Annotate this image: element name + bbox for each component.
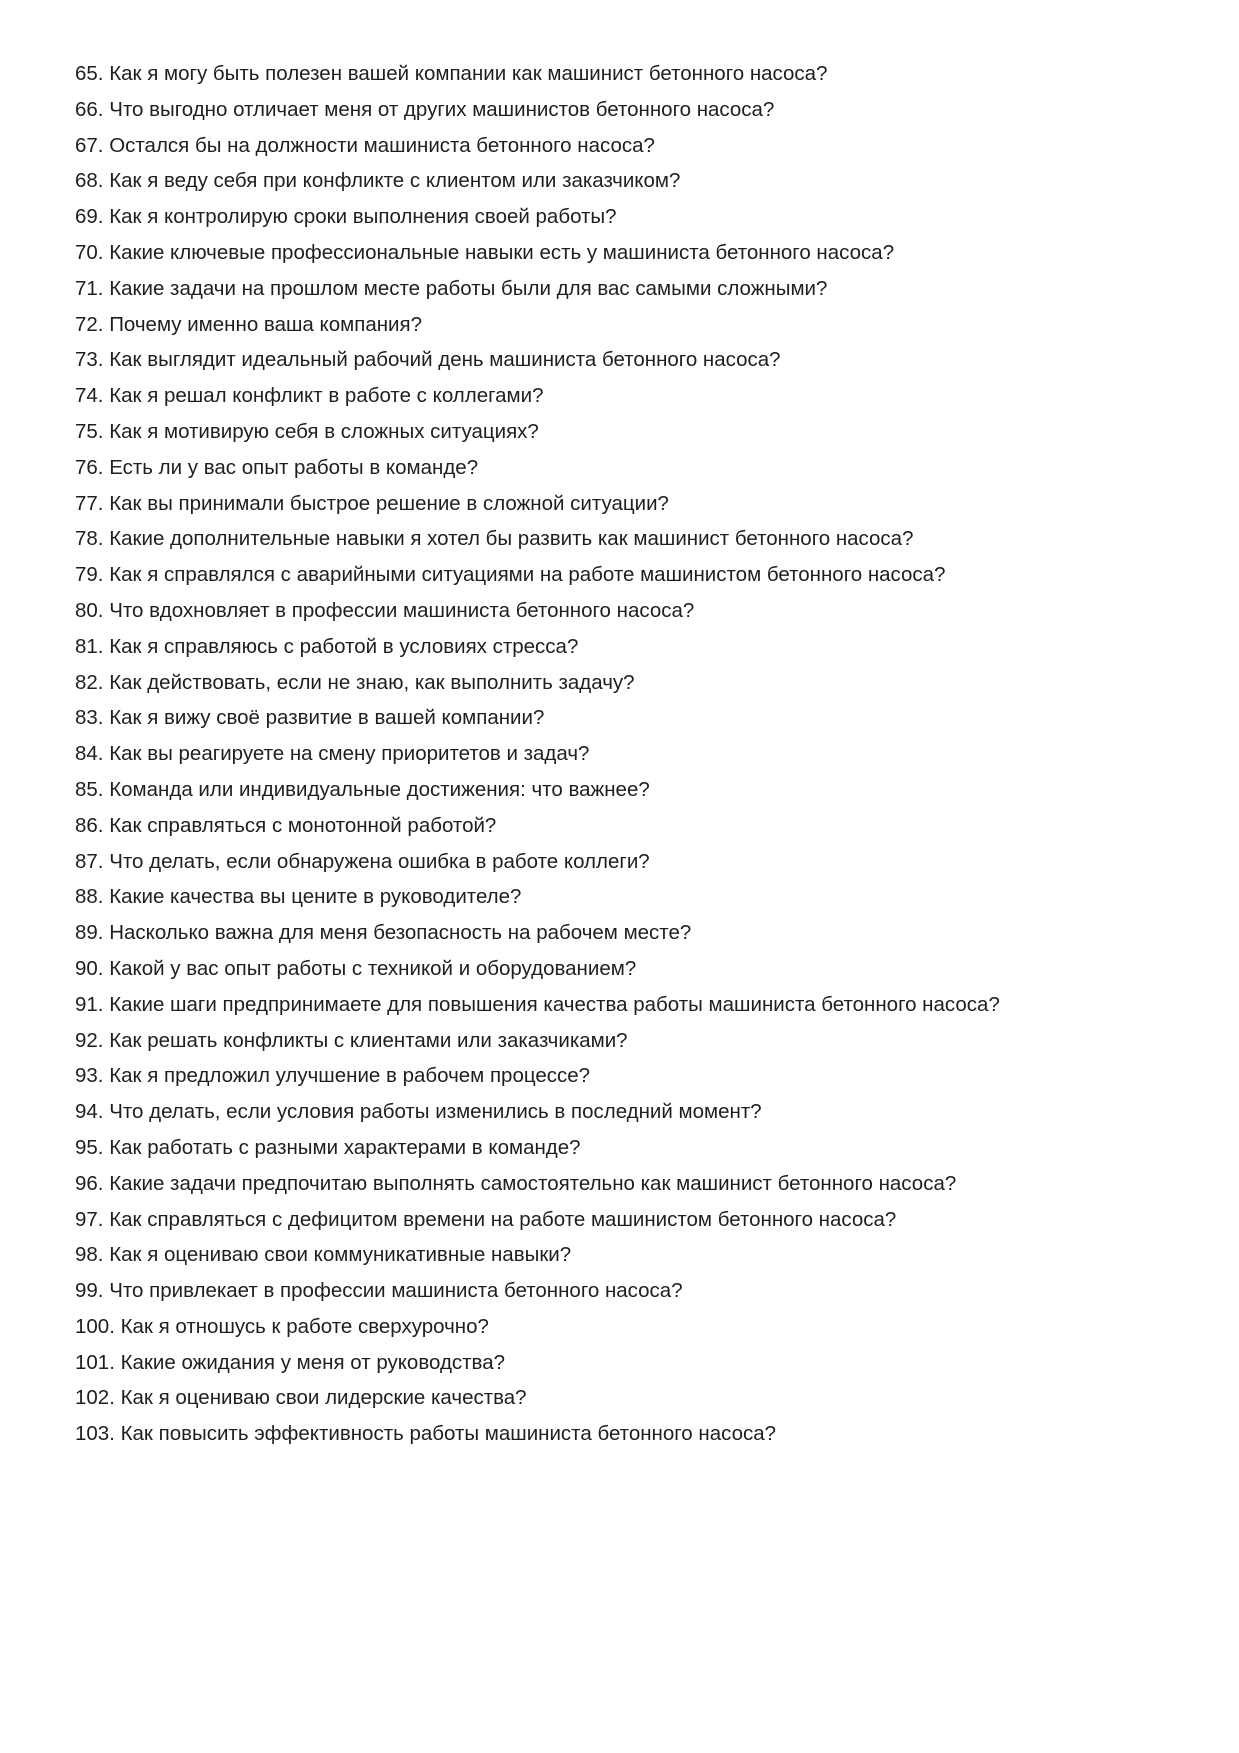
question-item: 89. Насколько важна для меня безопасность на рабочем месте?	[75, 921, 692, 945]
question-item: 98. Как я оцениваю свои коммуникативные навыки?	[75, 1243, 572, 1267]
question-item: 88. Какие качества вы цените в руководителе?	[75, 885, 522, 909]
question-item: 82. Как действовать, если не знаю, как выполнить задачу?	[75, 670, 635, 694]
question-item: 87. Что делать, если обнаружена ошибка в работе коллеги?	[75, 849, 650, 873]
question-item: 90. Какой у вас опыт работы с техникой и оборудованием?	[75, 956, 637, 980]
question-item: 73. Как выглядит идеальный рабочий день машиниста бетонного насоса?	[75, 348, 781, 372]
question-item: 103. Как повысить эффективность работы машиниста бетонного насоса?	[75, 1422, 777, 1446]
question-item: 74. Как я решал конфликт в работе с коллегами?	[75, 384, 544, 408]
question-item: 69. Как я контролирую сроки выполнения своей работы?	[75, 205, 617, 229]
question-item: 94. Что делать, если условия работы изменились в последний момент?	[75, 1100, 762, 1124]
question-item: 95. Как работать с разными характерами в команде?	[75, 1135, 581, 1159]
question-item: 100. Как я отношусь к работе сверхурочно?	[75, 1314, 489, 1338]
question-item: 85. Команда или индивидуальные достижения: что важнее?	[75, 777, 650, 801]
question-item: 68. Как я веду себя при конфликте с клиентом или заказчиком?	[75, 169, 681, 193]
question-item: 92. Как решать конфликты с клиентами или заказчиками?	[75, 1028, 628, 1052]
question-item: 86. Как справляться с монотонной работой?	[75, 813, 497, 837]
question-item: 102. Как я оцениваю свои лидерские качества?	[75, 1386, 527, 1410]
question-item: 80. Что вдохновляет в профессии машиниста бетонного насоса?	[75, 598, 695, 622]
question-item: 84. Как вы реагируете на смену приоритетов и задач?	[75, 742, 590, 766]
question-item: 65. Как я могу быть полезен вашей компании как машинист бетонного насоса?	[75, 62, 828, 85]
question-item: 91. Какие шаги предпринимаете для повышения качества работы машиниста бетонного насоса?	[75, 992, 1000, 1016]
question-item: 66. Что выгодно отличает меня от других машинистов бетонного насоса?	[75, 97, 775, 121]
question-item: 97. Как справляться с дефицитом времени на работе машинистом бетонного насоса?	[75, 1207, 897, 1231]
question-item: 77. Как вы принимали быстрое решение в сложной ситуации?	[75, 491, 669, 515]
question-item: 72. Почему именно ваша компания?	[75, 312, 422, 336]
question-item: 83. Как я вижу своё развитие в вашей компании?	[75, 706, 545, 730]
question-item: 76. Есть ли у вас опыт работы в команде?	[75, 455, 479, 479]
question-item: 78. Какие дополнительные навыки я хотел бы развить как машинист бетонного насоса?	[75, 527, 914, 551]
question-item: 67. Остался бы на должности машиниста бетонного насоса?	[75, 133, 655, 157]
question-item: 71. Какие задачи на прошлом месте работы были для вас самыми сложными?	[75, 276, 828, 300]
question-item: 70. Какие ключевые профессиональные навыки есть у машиниста бетонного насоса?	[75, 240, 895, 264]
question-item: 96. Какие задачи предпочитаю выполнять самостоятельно как машинист бетонного насоса?	[75, 1171, 957, 1195]
question-list	[75, 56, 1175, 1452]
question-item: 99. Что привлекает в профессии машиниста бетонного насоса?	[75, 1279, 683, 1303]
question-item: 101. Какие ожидания у меня от руководства?	[75, 1350, 506, 1374]
question-item: 79. Как я справлялся с аварийными ситуациями на работе машинистом бетонного насоса?	[75, 563, 946, 587]
question-item: 93. Как я предложил улучшение в рабочем процессе?	[75, 1064, 591, 1088]
question-item: 75. Как я мотивирую себя в сложных ситуациях?	[75, 419, 539, 443]
question-item: 81. Как я справляюсь с работой в условиях стресса?	[75, 634, 579, 658]
